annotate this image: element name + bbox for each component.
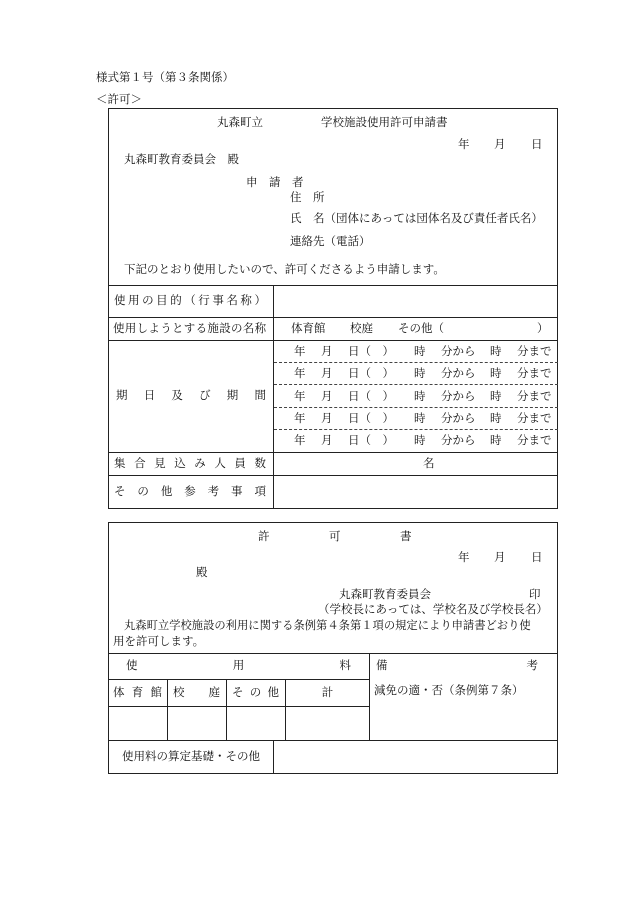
application-date-year: 年 [458,137,470,151]
exemption-note: 減免の適・否（条例第７条） [374,683,524,697]
period-divider [274,429,558,430]
fee-other-value[interactable] [227,707,284,739]
application-title: 学校施設使用許可申請書 [321,115,448,129]
purpose-input[interactable] [274,286,557,316]
application-date-day: 日 [531,137,543,151]
permit-title-char: 許 [258,529,270,543]
permit-statement-line1: 丸森町立学校施設の利用に関する条例第４条第１項の規定により申請書どおり使 [124,619,531,632]
fee-col-total: 計 [321,684,334,699]
address-label: 住 所 [290,190,325,204]
facility-label: 使用しようとする施設の名称 [113,320,267,335]
fee-col-yard: 校 庭 [173,684,220,699]
fee-yard-value[interactable] [168,707,225,739]
period-divider [274,407,558,408]
permit-title-char: 可 [329,529,341,543]
attendance-label: 集 合 見 込 み 人 員 数 [114,455,266,470]
fee-col-other: そ の 他 [232,684,279,699]
applicant-label: 申 請 者 [246,175,304,189]
attendance-unit: 名 [423,456,435,470]
form-number: 様式第１号（第３条関係） [96,70,234,84]
permit-statement-line2: 用を許可します。 [113,634,205,648]
basis-label: 使用料の算定基礎・その他 [122,749,260,764]
form-subtitle: ＜許可＞ [96,92,142,106]
permit-date-month: 月 [494,550,506,564]
facility-yard-option[interactable]: 校庭 [350,321,373,335]
period-divider [274,384,558,385]
request-sentence: 下記のとおり使用したいので、許可くださるよう申請します。 [124,262,445,276]
period-label: 期 日 及 び 期 間 [116,388,266,403]
remarks-header: 備 考 [376,658,538,673]
application-addressee: 丸森町教育委員会 殿 [124,152,239,166]
facility-other-option[interactable]: その他（ [398,321,444,335]
permit-issuer: 丸森町教育委員会 [339,587,431,601]
contact-label: 連絡先（電話） [290,234,371,248]
permit-issuer-note: （学校長にあっては、学校名及び学校長名） [318,602,548,616]
permit-seal: 印 [529,587,541,601]
fee-header: 使 用 料 [126,658,351,673]
application-title-town: 丸森町立 [217,115,263,129]
fee-col-gym: 体 育 館 [113,684,162,699]
fee-total-value[interactable] [286,707,368,739]
permit-date-year: 年 [458,550,470,564]
facility-gym-option[interactable]: 体育館 [291,321,326,335]
period-divider [274,362,558,363]
permit-addressee: 殿 [196,565,208,579]
grid-line [369,653,370,740]
permit-date-day: 日 [531,550,543,564]
basis-input[interactable] [274,741,557,773]
name-label: 氏 名（団体にあっては団体名及び責任者氏名） [290,211,543,225]
notes-input[interactable] [274,476,557,508]
permit-title-char: 書 [400,529,412,543]
application-date-month: 月 [494,137,506,151]
facility-other-close: ） [537,321,549,335]
notes-label: そ の 他 参 考 事 項 [114,484,266,499]
purpose-label: 使 用 の 目 的 （ 行 事 名 称 ） [114,293,266,308]
fee-gym-value[interactable] [109,707,166,739]
